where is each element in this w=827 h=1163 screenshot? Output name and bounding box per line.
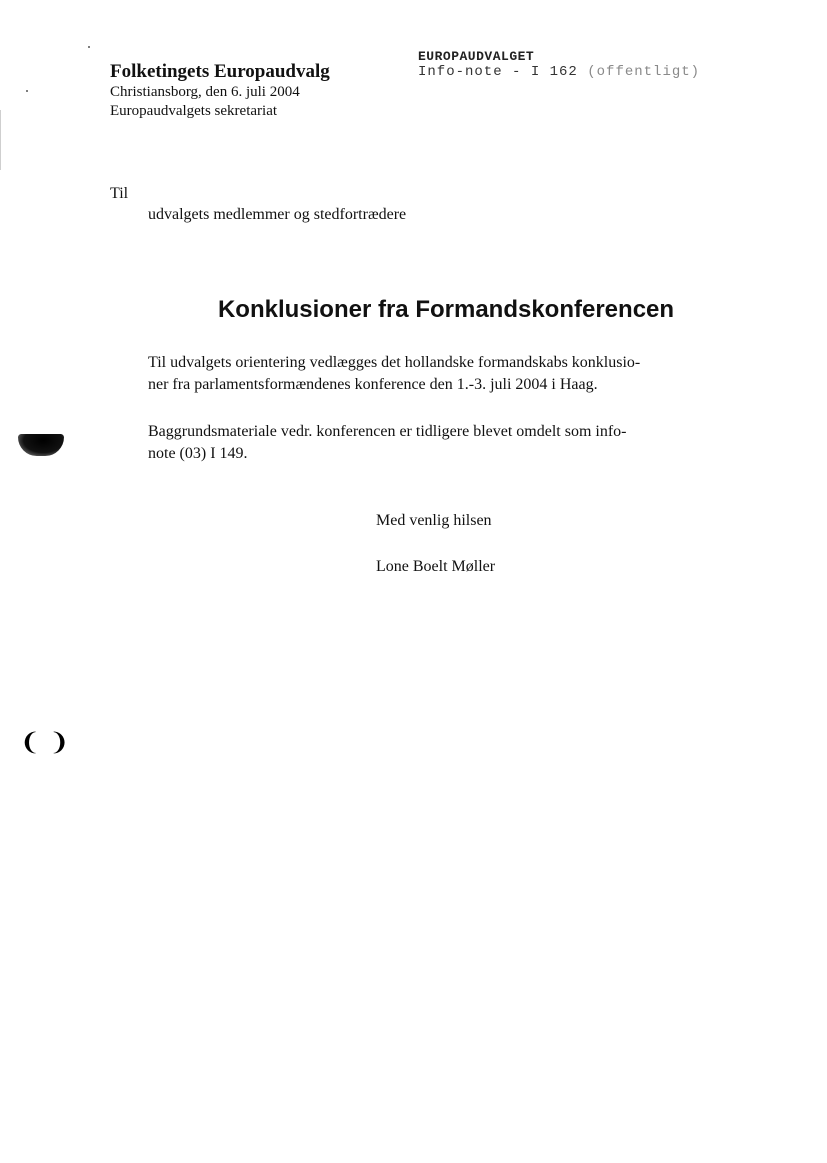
body-paragraph <box>148 352 640 396</box>
paragraph-line: Baggrundsmateriale vedr. konferencen er tidligere blevet omdelt som info- <box>148 423 627 440</box>
paragraph-line: note (03) I 149. <box>148 445 248 462</box>
body-paragraph <box>148 421 627 465</box>
addressee-recipients: udvalgets medlemmer og stedfortrædere <box>148 206 407 223</box>
punch-hole-mark <box>18 434 64 456</box>
stamp-reference-status: (offentligt) <box>587 64 701 80</box>
stamp-reference-number: Info-note - I 162 <box>418 64 578 80</box>
paragraph-line: ner fra parlamentsformændenes konference den 1.-3. juli 2004 i Haag. <box>148 376 598 393</box>
department-name: Europaudvalgets sekretariat <box>110 103 278 119</box>
paragraph-line: Til udvalgets orientering vedlægges det hollandske formandskabs konklusio- <box>148 354 641 371</box>
stamp-reference <box>418 64 700 80</box>
binding-mark-left: ❨ <box>20 728 41 756</box>
binding-mark-right: ❩ <box>49 728 70 756</box>
scan-speck <box>88 46 90 48</box>
addressee-label: Til <box>110 185 129 202</box>
closing-greeting: Med venlig hilsen <box>376 512 492 529</box>
organization-name: Folketingets Europaudvalg <box>110 61 330 82</box>
signature-name: Lone Boelt Møller <box>376 558 496 575</box>
scan-edge-mark <box>0 110 1 170</box>
scan-speck <box>26 90 28 92</box>
place-and-date: Christiansborg, den 6. juli 2004 <box>110 84 300 100</box>
document-heading: Konklusioner fra Formandskonferencen <box>217 296 675 323</box>
stamp-title: EUROPAUDVALGET <box>418 49 535 64</box>
